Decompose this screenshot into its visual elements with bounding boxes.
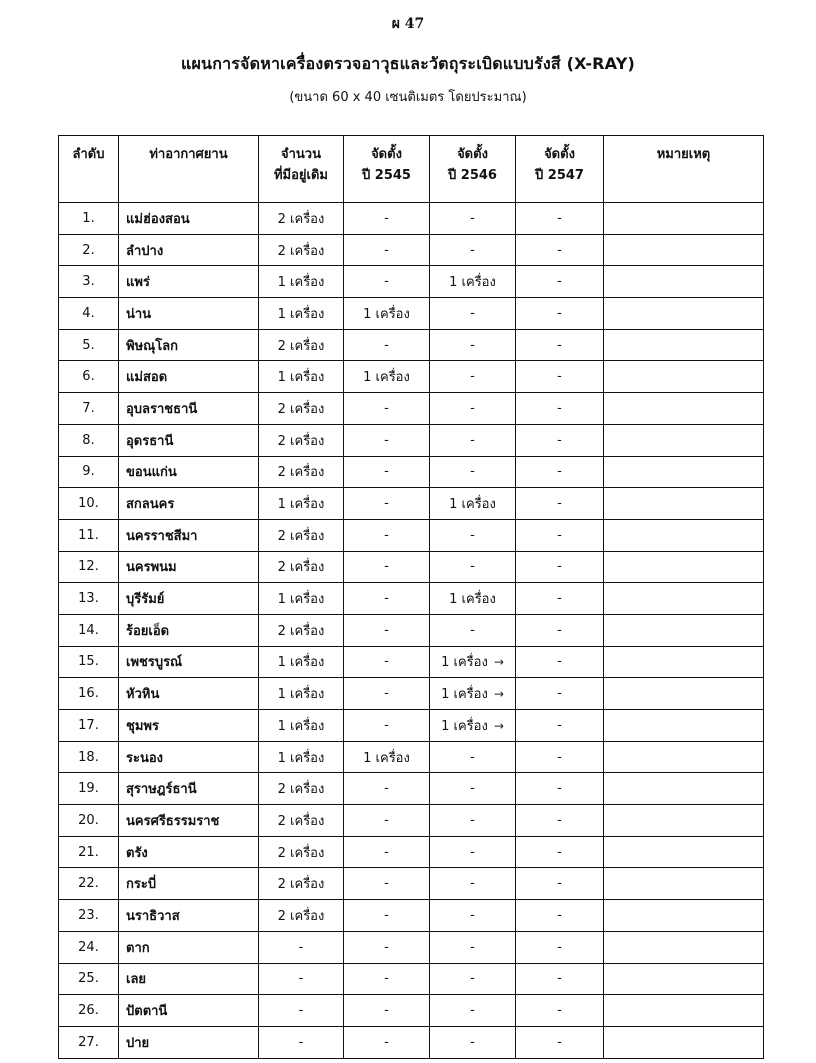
header-2547-line2: ปี 2547 bbox=[535, 168, 584, 183]
cell-existing: 1 เครื่อง bbox=[259, 361, 344, 393]
table-row bbox=[59, 963, 764, 995]
cell-2545: - bbox=[344, 551, 430, 583]
cell-existing: - bbox=[259, 1026, 344, 1058]
cell-existing: 2 เครื่อง bbox=[259, 551, 344, 583]
cell-no: 18. bbox=[59, 741, 119, 773]
cell-no: 2. bbox=[59, 234, 119, 266]
arrow-annotation-icon: → bbox=[493, 655, 504, 670]
cell-2545: - bbox=[344, 266, 430, 298]
table-row bbox=[59, 488, 764, 520]
header-existing bbox=[259, 136, 344, 203]
cell-remark bbox=[604, 931, 764, 963]
cell-2547: - bbox=[516, 900, 604, 932]
cell-2545: - bbox=[344, 710, 430, 742]
header-existing-line1: จำนวน bbox=[281, 147, 321, 162]
table-row bbox=[59, 519, 764, 551]
cell-2546: - bbox=[430, 361, 516, 393]
cell-existing: - bbox=[259, 931, 344, 963]
cell-no: 22. bbox=[59, 868, 119, 900]
cell-airport: นครราชสีมา bbox=[119, 519, 259, 551]
cell-airport: กระบี่ bbox=[119, 868, 259, 900]
cell-2547: - bbox=[516, 393, 604, 425]
cell-no: 10. bbox=[59, 488, 119, 520]
cell-2547: - bbox=[516, 361, 604, 393]
cell-remark bbox=[604, 741, 764, 773]
cell-2545: - bbox=[344, 805, 430, 837]
header-2545 bbox=[344, 136, 430, 203]
cell-no: 20. bbox=[59, 805, 119, 837]
cell-2546: - bbox=[430, 298, 516, 330]
table-row bbox=[59, 646, 764, 678]
cell-remark bbox=[604, 710, 764, 742]
cell-2545: - bbox=[344, 1026, 430, 1058]
cell-2547: - bbox=[516, 519, 604, 551]
cell-2546: - bbox=[430, 773, 516, 805]
cell-remark bbox=[604, 266, 764, 298]
cell-existing: 2 เครื่อง bbox=[259, 519, 344, 551]
cell-2547: - bbox=[516, 836, 604, 868]
cell-airport: พิษณุโลก bbox=[119, 329, 259, 361]
cell-2547: - bbox=[516, 583, 604, 615]
cell-airport: ปาย bbox=[119, 1026, 259, 1058]
cell-existing: 1 เครื่อง bbox=[259, 266, 344, 298]
table-row bbox=[59, 551, 764, 583]
table-row bbox=[59, 361, 764, 393]
cell-remark bbox=[604, 329, 764, 361]
cell-2545: - bbox=[344, 900, 430, 932]
table-row bbox=[59, 805, 764, 837]
cell-2546: 1 เครื่อง → bbox=[430, 646, 516, 678]
cell-2547: - bbox=[516, 298, 604, 330]
cell-remark bbox=[604, 488, 764, 520]
cell-existing: - bbox=[259, 963, 344, 995]
cell-existing: 2 เครื่อง bbox=[259, 773, 344, 805]
cell-airport: ขอนแก่น bbox=[119, 456, 259, 488]
table-row bbox=[59, 456, 764, 488]
header-2546 bbox=[430, 136, 516, 203]
cell-remark bbox=[604, 805, 764, 837]
cell-2546: - bbox=[430, 995, 516, 1027]
header-2546-line2: ปี 2546 bbox=[448, 168, 497, 183]
document-title: แผนการจัดหาเครื่องตรวจอาวุธและวัตถุระเบิดแบบรังสี (X-RAY) bbox=[180, 54, 636, 73]
cell-no: 8. bbox=[59, 424, 119, 456]
cell-2546: - bbox=[430, 203, 516, 235]
cell-existing: 1 เครื่อง bbox=[259, 741, 344, 773]
table-row bbox=[59, 614, 764, 646]
cell-no: 4. bbox=[59, 298, 119, 330]
cell-airport: นครศรีธรรมราช bbox=[119, 805, 259, 837]
cell-2545: - bbox=[344, 329, 430, 361]
header-2546-line1: จัดตั้ง bbox=[457, 147, 488, 162]
cell-2546: - bbox=[430, 963, 516, 995]
cell-no: 26. bbox=[59, 995, 119, 1027]
cell-2546: - bbox=[430, 424, 516, 456]
cell-remark bbox=[604, 583, 764, 615]
cell-airport: เลย bbox=[119, 963, 259, 995]
cell-remark bbox=[604, 519, 764, 551]
cell-no: 1. bbox=[59, 203, 119, 235]
cell-remark bbox=[604, 646, 764, 678]
cell-existing: 2 เครื่อง bbox=[259, 456, 344, 488]
cell-airport: แม่สอด bbox=[119, 361, 259, 393]
cell-existing: 1 เครื่อง bbox=[259, 488, 344, 520]
table-row bbox=[59, 710, 764, 742]
cell-airport: นครพนม bbox=[119, 551, 259, 583]
cell-existing: 1 เครื่อง bbox=[259, 646, 344, 678]
cell-existing: 1 เครื่อง bbox=[259, 710, 344, 742]
cell-no: 12. bbox=[59, 551, 119, 583]
cell-2547: - bbox=[516, 234, 604, 266]
cell-2546: - bbox=[430, 1026, 516, 1058]
cell-2546: 1 เครื่อง bbox=[430, 583, 516, 615]
table-row bbox=[59, 424, 764, 456]
header-no bbox=[59, 136, 119, 203]
header-remark bbox=[604, 136, 764, 203]
table-row bbox=[59, 678, 764, 710]
cell-2547: - bbox=[516, 931, 604, 963]
table-row bbox=[59, 995, 764, 1027]
cell-existing: 1 เครื่อง bbox=[259, 678, 344, 710]
cell-2546: 1 เครื่อง bbox=[430, 266, 516, 298]
cell-2545: - bbox=[344, 234, 430, 266]
cell-existing: 2 เครื่อง bbox=[259, 329, 344, 361]
table-row bbox=[59, 393, 764, 425]
cell-2545: - bbox=[344, 773, 430, 805]
cell-2545: - bbox=[344, 393, 430, 425]
cell-2545: - bbox=[344, 678, 430, 710]
table-row bbox=[59, 931, 764, 963]
cell-2546: - bbox=[430, 456, 516, 488]
cell-2547: - bbox=[516, 710, 604, 742]
table-row bbox=[59, 329, 764, 361]
cell-existing: 2 เครื่อง bbox=[259, 836, 344, 868]
cell-2545: 1 เครื่อง bbox=[344, 361, 430, 393]
cell-existing: 2 เครื่อง bbox=[259, 203, 344, 235]
cell-airport: ปัตตานี bbox=[119, 995, 259, 1027]
cell-airport: แพร่ bbox=[119, 266, 259, 298]
table-row bbox=[59, 741, 764, 773]
cell-no: 14. bbox=[59, 614, 119, 646]
cell-2547: - bbox=[516, 773, 604, 805]
cell-no: 19. bbox=[59, 773, 119, 805]
cell-remark bbox=[604, 1026, 764, 1058]
header-2547 bbox=[516, 136, 604, 203]
cell-remark bbox=[604, 424, 764, 456]
cell-airport: หัวหิน bbox=[119, 678, 259, 710]
cell-2545: - bbox=[344, 203, 430, 235]
cell-2547: - bbox=[516, 424, 604, 456]
header-2547-line1: จัดตั้ง bbox=[544, 147, 575, 162]
cell-2546: - bbox=[430, 805, 516, 837]
cell-2546: 1 เครื่อง bbox=[430, 488, 516, 520]
cell-existing: 2 เครื่อง bbox=[259, 805, 344, 837]
cell-no: 16. bbox=[59, 678, 119, 710]
cell-existing: 1 เครื่อง bbox=[259, 583, 344, 615]
cell-existing: 1 เครื่อง bbox=[259, 298, 344, 330]
cell-remark bbox=[604, 963, 764, 995]
cell-no: 6. bbox=[59, 361, 119, 393]
table-row bbox=[59, 1026, 764, 1058]
cell-airport: นราธิวาส bbox=[119, 900, 259, 932]
cell-remark bbox=[604, 900, 764, 932]
cell-2546: - bbox=[430, 519, 516, 551]
cell-no: 21. bbox=[59, 836, 119, 868]
cell-2546: - bbox=[430, 836, 516, 868]
cell-2547: - bbox=[516, 266, 604, 298]
cell-remark bbox=[604, 678, 764, 710]
cell-airport: อุดรธานี bbox=[119, 424, 259, 456]
cell-2546: - bbox=[430, 234, 516, 266]
header-no-label: ลำดับ bbox=[72, 147, 105, 162]
cell-no: 17. bbox=[59, 710, 119, 742]
cell-remark bbox=[604, 298, 764, 330]
cell-remark bbox=[604, 234, 764, 266]
cell-2546: - bbox=[430, 931, 516, 963]
cell-2545: 1 เครื่อง bbox=[344, 298, 430, 330]
cell-2545: - bbox=[344, 963, 430, 995]
cell-existing: 2 เครื่อง bbox=[259, 393, 344, 425]
table-body bbox=[59, 203, 764, 1059]
cell-airport: สุราษฎร์ธานี bbox=[119, 773, 259, 805]
cell-airport: ลำปาง bbox=[119, 234, 259, 266]
cell-2547: - bbox=[516, 995, 604, 1027]
cell-2547: - bbox=[516, 646, 604, 678]
table-row bbox=[59, 868, 764, 900]
arrow-annotation-icon: → bbox=[493, 687, 504, 702]
cell-2546: - bbox=[430, 868, 516, 900]
cell-2547: - bbox=[516, 805, 604, 837]
header-existing-line2: ที่มีอยู่เดิม bbox=[273, 168, 329, 183]
cell-no: 9. bbox=[59, 456, 119, 488]
cell-airport: ตาก bbox=[119, 931, 259, 963]
cell-existing: 2 เครื่อง bbox=[259, 900, 344, 932]
cell-airport: ชุมพร bbox=[119, 710, 259, 742]
table-row bbox=[59, 836, 764, 868]
table-row bbox=[59, 203, 764, 235]
cell-2545: - bbox=[344, 519, 430, 551]
cell-existing: 2 เครื่อง bbox=[259, 614, 344, 646]
cell-2546: - bbox=[430, 900, 516, 932]
cell-remark bbox=[604, 551, 764, 583]
cell-2547: - bbox=[516, 329, 604, 361]
cell-remark bbox=[604, 456, 764, 488]
cell-2545: - bbox=[344, 931, 430, 963]
arrow-annotation-icon: → bbox=[493, 718, 504, 733]
header-airport bbox=[119, 136, 259, 203]
cell-2547: - bbox=[516, 456, 604, 488]
cell-2545: - bbox=[344, 868, 430, 900]
cell-remark bbox=[604, 836, 764, 868]
table-row bbox=[59, 583, 764, 615]
cell-2545: - bbox=[344, 456, 430, 488]
cell-2547: - bbox=[516, 488, 604, 520]
table-row bbox=[59, 298, 764, 330]
cell-airport: น่าน bbox=[119, 298, 259, 330]
cell-airport: เพชรบูรณ์ bbox=[119, 646, 259, 678]
header-remark-label: หมายเหตุ bbox=[656, 147, 711, 162]
cell-airport: สกลนคร bbox=[119, 488, 259, 520]
table-row bbox=[59, 900, 764, 932]
cell-2547: - bbox=[516, 551, 604, 583]
cell-2545: 1 เครื่อง bbox=[344, 741, 430, 773]
cell-2546: - bbox=[430, 614, 516, 646]
cell-2546: - bbox=[430, 329, 516, 361]
cell-2546: - bbox=[430, 741, 516, 773]
cell-2546: - bbox=[430, 551, 516, 583]
table-row bbox=[59, 773, 764, 805]
header-2545-line2: ปี 2545 bbox=[362, 168, 411, 183]
cell-2545: - bbox=[344, 995, 430, 1027]
cell-no: 3. bbox=[59, 266, 119, 298]
cell-remark bbox=[604, 393, 764, 425]
cell-no: 15. bbox=[59, 646, 119, 678]
cell-2546: 1 เครื่อง → bbox=[430, 678, 516, 710]
cell-airport: ระนอง bbox=[119, 741, 259, 773]
cell-existing: 2 เครื่อง bbox=[259, 424, 344, 456]
cell-no: 27. bbox=[59, 1026, 119, 1058]
cell-no: 7. bbox=[59, 393, 119, 425]
cell-airport: ตรัง bbox=[119, 836, 259, 868]
page-number: ผ 47 bbox=[391, 16, 425, 32]
cell-2547: - bbox=[516, 741, 604, 773]
cell-no: 24. bbox=[59, 931, 119, 963]
cell-remark bbox=[604, 773, 764, 805]
cell-remark bbox=[604, 614, 764, 646]
cell-2547: - bbox=[516, 678, 604, 710]
cell-remark bbox=[604, 995, 764, 1027]
cell-2545: - bbox=[344, 836, 430, 868]
xray-plan-table bbox=[58, 135, 764, 1059]
cell-no: 11. bbox=[59, 519, 119, 551]
cell-no: 25. bbox=[59, 963, 119, 995]
cell-airport: อุบลราชธานี bbox=[119, 393, 259, 425]
cell-airport: แม่ฮ่องสอน bbox=[119, 203, 259, 235]
cell-2547: - bbox=[516, 868, 604, 900]
cell-2547: - bbox=[516, 614, 604, 646]
cell-2547: - bbox=[516, 963, 604, 995]
cell-remark bbox=[604, 868, 764, 900]
cell-2547: - bbox=[516, 203, 604, 235]
header-2545-line1: จัดตั้ง bbox=[371, 147, 402, 162]
cell-2545: - bbox=[344, 424, 430, 456]
cell-airport: บุรีรัมย์ bbox=[119, 583, 259, 615]
cell-remark bbox=[604, 203, 764, 235]
cell-2547: - bbox=[516, 1026, 604, 1058]
cell-existing: 2 เครื่อง bbox=[259, 234, 344, 266]
table-header-row bbox=[59, 136, 764, 203]
cell-existing: - bbox=[259, 995, 344, 1027]
cell-airport: ร้อยเอ็ด bbox=[119, 614, 259, 646]
header-airport-label: ท่าอากาศยาน bbox=[149, 147, 228, 162]
document-subtitle: (ขนาด 60 x 40 เซนติเมตร โดยประมาณ) bbox=[289, 90, 527, 105]
cell-2545: - bbox=[344, 646, 430, 678]
table-row bbox=[59, 234, 764, 266]
cell-2545: - bbox=[344, 583, 430, 615]
cell-no: 13. bbox=[59, 583, 119, 615]
cell-2545: - bbox=[344, 488, 430, 520]
cell-2546: 1 เครื่อง → bbox=[430, 710, 516, 742]
cell-2546: - bbox=[430, 393, 516, 425]
table-row bbox=[59, 266, 764, 298]
cell-no: 23. bbox=[59, 900, 119, 932]
cell-2545: - bbox=[344, 614, 430, 646]
cell-remark bbox=[604, 361, 764, 393]
cell-no: 5. bbox=[59, 329, 119, 361]
cell-existing: 2 เครื่อง bbox=[259, 868, 344, 900]
